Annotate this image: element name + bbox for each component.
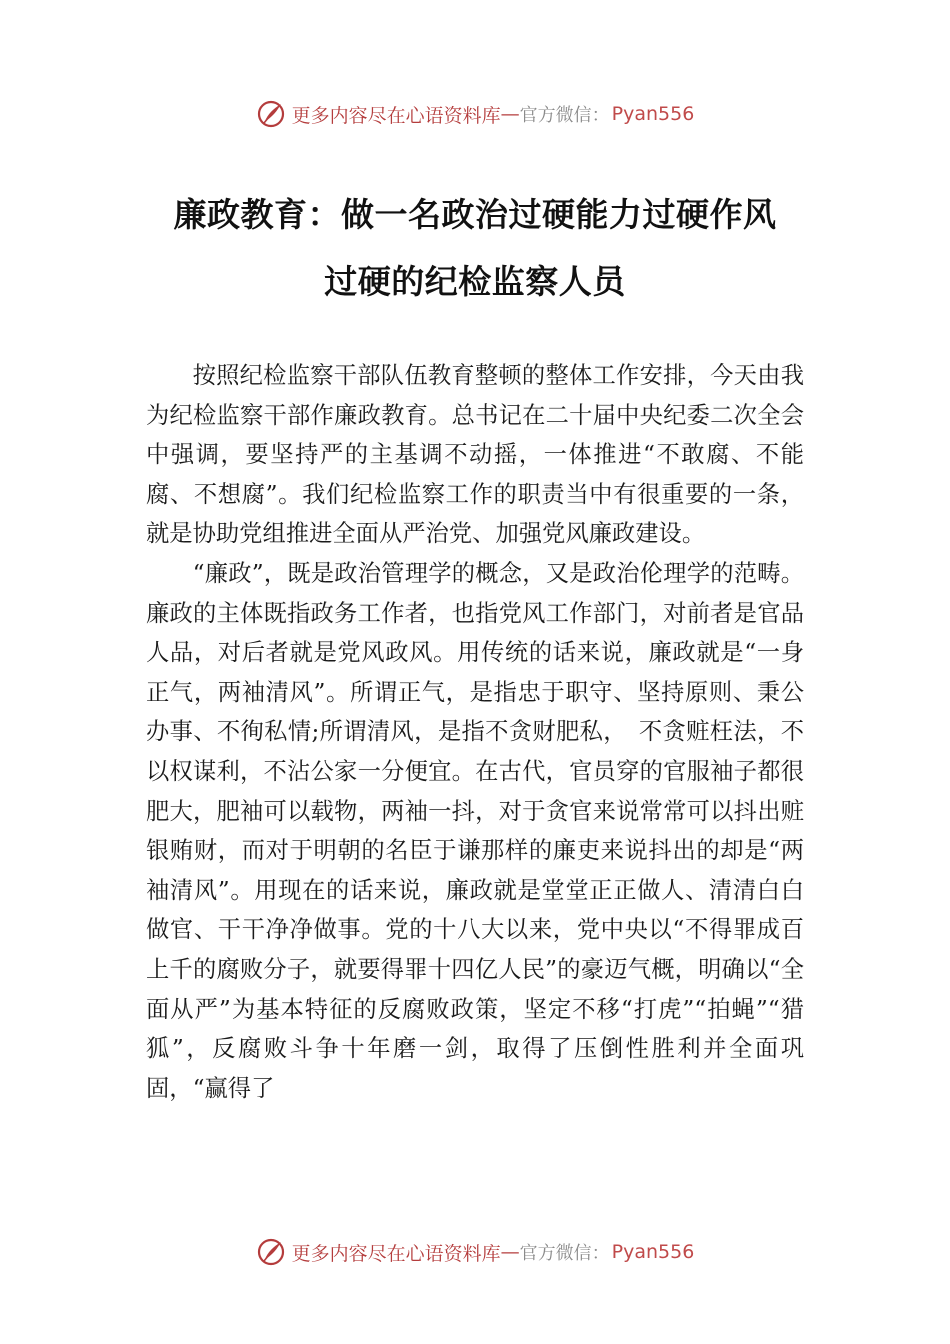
watermark-wechat-id: Pyan556	[611, 1241, 695, 1263]
quill-logo-icon	[256, 1237, 286, 1267]
watermark-separator: —	[500, 1241, 520, 1263]
body-paragraph: 按照纪检监察干部队伍教育整顿的整体工作安排，今天由我为纪检监察干部作廉政教育。总书记在二十届中央纪委二次全会中强调，要坚持严的主基调不动摇，一体推进“不敢腐、不能腐、不想腐”。我们纪检监察工作的职责当中有很重要的一条，就是协助党组推进全面从严治党、加强党风廉政建设。	[146, 362, 804, 548]
header-watermark	[0, 94, 950, 134]
watermark-separator: —	[500, 103, 520, 125]
watermark-label: 官方微信：	[519, 105, 610, 126]
watermark-main-text: 更多内容尽在心语资料库	[291, 104, 501, 127]
document-title-line-1: 廉政教育：做一名政治过硬能力过硬作风	[173, 195, 777, 234]
footer-watermark	[0, 1232, 950, 1272]
watermark-label: 官方微信：	[519, 1243, 610, 1264]
watermark-main-text: 更多内容尽在心语资料库	[291, 1242, 501, 1265]
body-paragraph: “廉政”，既是政治管理学的概念，又是政治伦理学的范畴。廉政的主体既指政务工作者，也指党风工作部门，对前者是官品人品，对后者就是党风政风。用传统的话来说，廉政就是“一身正气，两袖清风”。所谓正气，是指忠于职守、坚持原则、秉公办事、不徇私情;所谓清风，是指不贪财肥私， 不贪赃枉法，不以权谋利，不沾公家一分便宜。在古代，官员穿的官服袖子都很肥大，肥袖可以载物，两袖一抖，对于贪官来说常常可以抖出赃银贿财，而对于明朝的名臣于谦那样的廉吏来说抖出的却是“两袖清风”。用现在的话来说，廉政就是堂堂正正做人、清清白白做官、干干净净做事。党的十八大以来，党中央以“不得罪成百上千的腐败分子，就要得罪十四亿人民”的豪迈气概，明确以“全面从严”为基本特征的反腐败政策，坚定不移“打虎”“拍蝇”“猎狐”，反腐败斗争十年磨一剑，取得了压倒性胜利并全面巩固，“赢得了	[146, 559, 804, 1102]
document-body	[146, 356, 804, 1108]
quill-logo-icon	[256, 99, 286, 129]
watermark-wechat-id: Pyan556	[611, 103, 695, 125]
document-title-line-2: 过硬的纪检监察人员	[324, 262, 626, 301]
